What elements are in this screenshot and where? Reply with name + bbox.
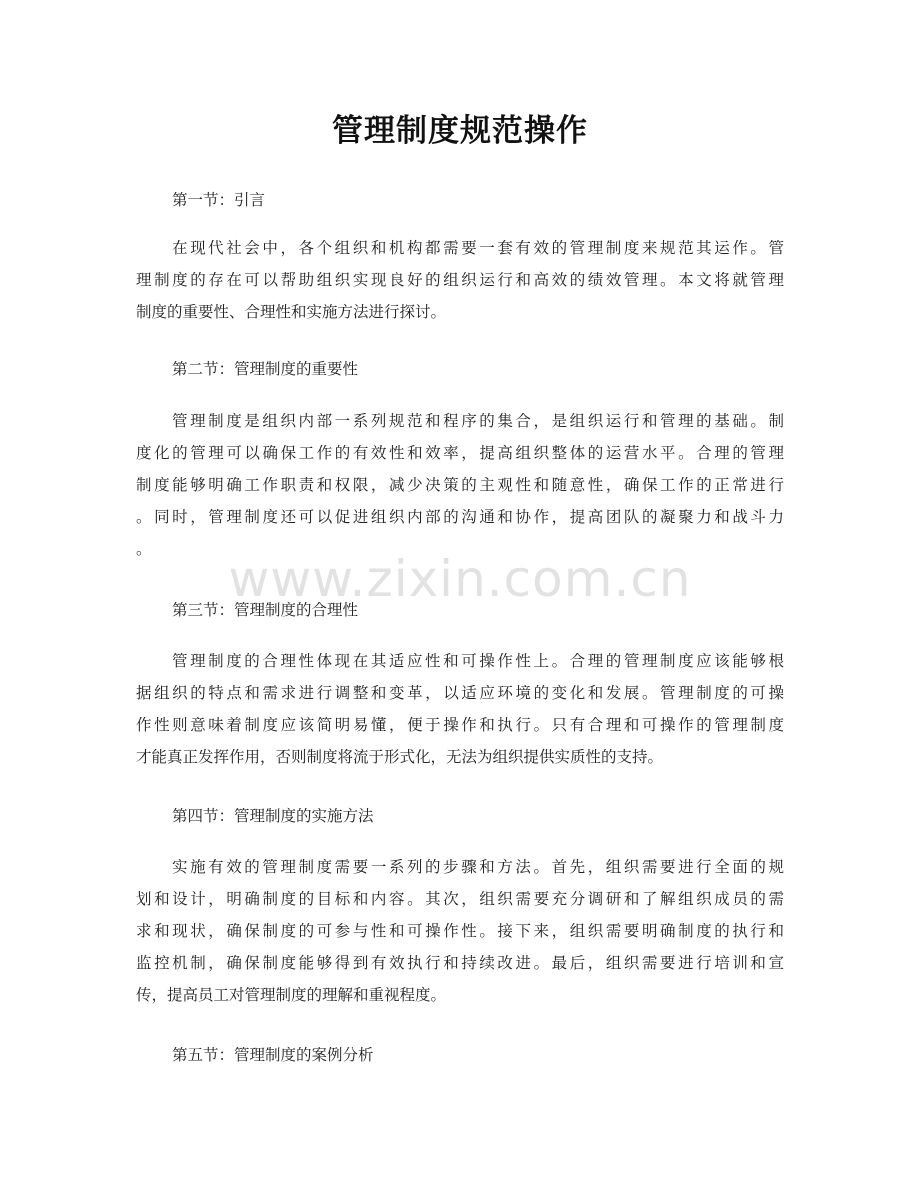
paragraph-line: 在现代社会中，各个组织和机构都需要一套有效的管理制度来规范其运作。管 [172, 239, 784, 257]
paragraph-line: 求和现状，确保制度的可参与性和可操作性。接下来，组织需要明确制度的执行和 [136, 922, 784, 940]
section-heading-4: 第四节：管理制度的实施方法 [172, 807, 374, 825]
section-heading-3: 第三节：管理制度的合理性 [172, 601, 359, 619]
paragraph-line: 据组织的特点和需求进行调整和变革，以适应环境的变化和发展。管理制度的可操 [136, 684, 784, 702]
paragraph-line: 划和设计，明确制度的目标和内容。其次，组织需要充分调研和了解组织成员的需 [136, 890, 784, 908]
paragraph-line: 传，提高员工对管理制度的理解和重视程度。 [136, 986, 447, 1004]
paragraph-line: 监控机制，确保制度能够得到有效执行和持续改进。最后，组织需要进行培训和宣 [136, 954, 784, 972]
paragraph-line: 实施有效的管理制度需要一系列的步骤和方法。首先，组织需要进行全面的规 [172, 858, 784, 876]
paragraph-line: 作性则意味着制度应该简明易懂，便于操作和执行。只有合理和可操作的管理制度 [136, 716, 784, 734]
paragraph-line: 度化的管理可以确保工作的有效性和效率，提高组织整体的运营水平。合理的管理 [136, 444, 784, 462]
section-paragraph-4 [136, 851, 784, 1011]
document-title: 管理制度规范操作 [332, 113, 588, 149]
paragraph-line: 才能真正发挥作用，否则制度将流于形式化，无法为组织提供实质性的支持。 [136, 748, 664, 766]
paragraph-line: 管理制度是组织内部一系列规范和程序的集合，是组织运行和管理的基础。制 [172, 412, 784, 430]
watermark-text: www.zixin.com.cn [228, 550, 692, 608]
paragraph-line: 管理制度的合理性体现在其适应性和可操作性上。合理的管理制度应该能够根 [172, 652, 784, 670]
paragraph-line: 理制度的存在可以帮助组织实现良好的组织运行和高效的绩效管理。本文将就管理 [136, 271, 784, 289]
paragraph-line: 制度的重要性、合理性和实施方法进行探讨。 [136, 303, 447, 321]
section-paragraph-1 [136, 232, 784, 328]
section-heading-1: 第一节：引言 [172, 191, 266, 209]
section-heading-2: 第二节：管理制度的重要性 [172, 360, 359, 378]
section-paragraph-2 [136, 405, 784, 565]
paragraph-line: 。同时，管理制度还可以促进组织内部的沟通和协作，提高团队的凝聚力和战斗力 [136, 508, 784, 526]
section-paragraph-3 [136, 645, 784, 773]
paragraph-line: 。 [136, 540, 152, 558]
paragraph-line: 制度能够明确工作职责和权限，减少决策的主观性和随意性，确保工作的正常进行 [136, 476, 784, 494]
section-heading-5: 第五节：管理制度的案例分析 [172, 1046, 374, 1064]
